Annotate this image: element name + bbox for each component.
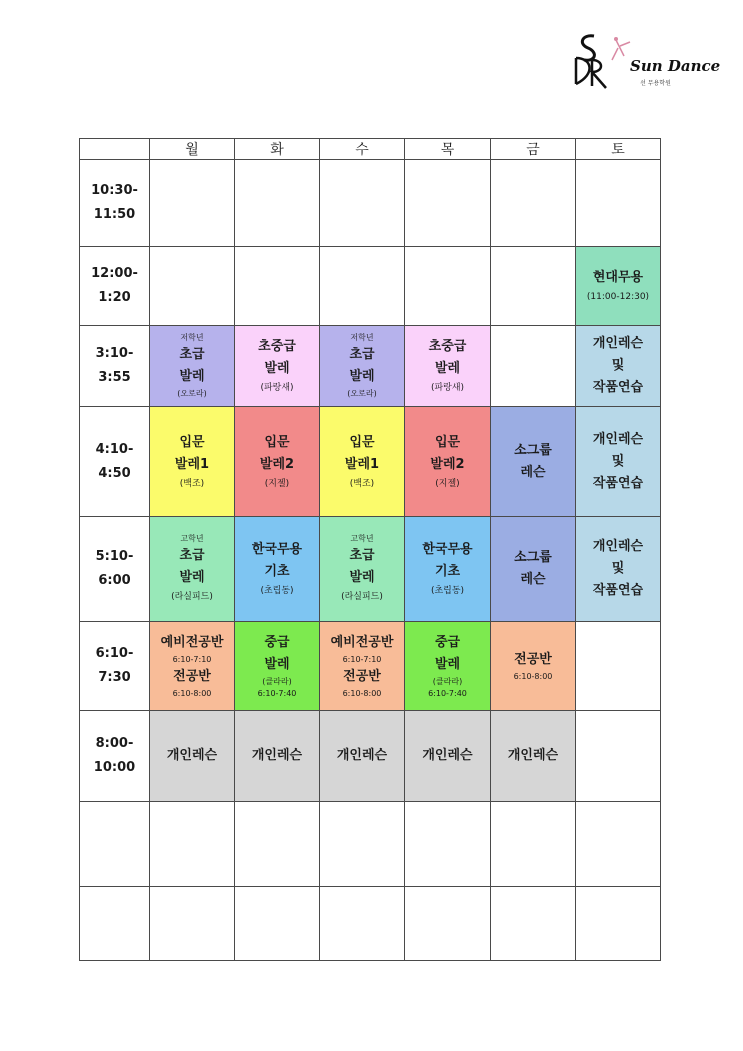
- empty-cell: [491, 887, 576, 961]
- empty-cell: [491, 160, 576, 247]
- academy-name: Sun Dance: [630, 57, 721, 75]
- empty-cell: [235, 802, 320, 887]
- time-slot: 8:00- 10:00: [80, 711, 150, 802]
- day-header-fri: 금: [491, 139, 576, 160]
- class-cell: 저학년 초급 발레 (오로라): [320, 326, 405, 407]
- day-header-thu: 목: [405, 139, 491, 160]
- time-slot: 12:00- 1:20: [80, 247, 150, 326]
- time-slot: [80, 802, 150, 887]
- empty-cell: [235, 160, 320, 247]
- empty-cell: [235, 247, 320, 326]
- class-cell: 고학년 초급 발레 (라실피드): [320, 517, 405, 622]
- sdr-monogram-icon: [572, 30, 632, 90]
- class-cell: 저학년 초급 발레 (오로라): [150, 326, 235, 407]
- empty-cell: [405, 887, 491, 961]
- academy-logo: [572, 30, 732, 90]
- class-cell: 개인레슨 및 작품연습: [576, 517, 661, 622]
- empty-cell: [150, 160, 235, 247]
- academy-subtitle: 선 무용학원: [640, 80, 671, 87]
- empty-cell: [150, 802, 235, 887]
- class-cell: 개인레슨: [405, 711, 491, 802]
- empty-cell: [405, 802, 491, 887]
- empty-cell: [576, 802, 661, 887]
- class-cell: 개인레슨 및 작품연습: [576, 326, 661, 407]
- day-header-sat: 토: [576, 139, 661, 160]
- day-header-wed: 수: [320, 139, 405, 160]
- class-cell: 소그룹 레슨: [491, 517, 576, 622]
- corner-cell: [80, 139, 150, 160]
- empty-cell: [576, 622, 661, 711]
- empty-cell: [150, 247, 235, 326]
- class-cell: 전공반 6:10-8:00: [491, 622, 576, 711]
- class-cell: 중급 발레 (클라라) 6:10-7:40: [405, 622, 491, 711]
- class-cell: 개인레슨: [320, 711, 405, 802]
- time-slot: 3:10- 3:55: [80, 326, 150, 407]
- class-cell: 소그룹 레슨: [491, 407, 576, 517]
- class-cell-modern-dance: 현대무용 (11:00-12:30): [576, 247, 661, 326]
- empty-cell: [576, 711, 661, 802]
- day-header-mon: 월: [150, 139, 235, 160]
- class-cell: 초중급 발레 (파랑새): [235, 326, 320, 407]
- time-slot: 4:10- 4:50: [80, 407, 150, 517]
- empty-cell: [405, 247, 491, 326]
- empty-cell: [405, 160, 491, 247]
- class-cell: 개인레슨: [150, 711, 235, 802]
- class-cell: 예비전공반 6:10-7:10 전공반 6:10-8:00: [320, 622, 405, 711]
- time-slot: [80, 887, 150, 961]
- class-cell: 개인레슨 및 작품연습: [576, 407, 661, 517]
- class-cell: 중급 발레 (클라라) 6:10-7:40: [235, 622, 320, 711]
- empty-cell: [320, 887, 405, 961]
- class-cell: 개인레슨: [491, 711, 576, 802]
- class-cell: 한국무용 기초 (초립동): [405, 517, 491, 622]
- empty-cell: [576, 160, 661, 247]
- class-cell: 입문 발레1 (백조): [150, 407, 235, 517]
- class-timetable: [79, 138, 661, 961]
- day-header-tue: 화: [235, 139, 320, 160]
- empty-cell: [320, 247, 405, 326]
- empty-cell: [491, 802, 576, 887]
- time-slot: 5:10- 6:00: [80, 517, 150, 622]
- empty-cell: [320, 160, 405, 247]
- class-cell: 입문 발레2 (지젤): [405, 407, 491, 517]
- time-slot: 6:10- 7:30: [80, 622, 150, 711]
- empty-cell: [235, 887, 320, 961]
- empty-cell: [491, 326, 576, 407]
- class-cell: 한국무용 기초 (초립동): [235, 517, 320, 622]
- empty-cell: [320, 802, 405, 887]
- class-cell: 예비전공반 6:10-7:10 전공반 6:10-8:00: [150, 622, 235, 711]
- class-cell: 입문 발레2 (지젤): [235, 407, 320, 517]
- class-cell: 개인레슨: [235, 711, 320, 802]
- empty-cell: [150, 887, 235, 961]
- class-cell: 고학년 초급 발레 (라실피드): [150, 517, 235, 622]
- empty-cell: [576, 887, 661, 961]
- class-cell: 초중급 발레 (파랑새): [405, 326, 491, 407]
- time-slot: 10:30- 11:50: [80, 160, 150, 247]
- class-cell: 입문 발레1 (백조): [320, 407, 405, 517]
- empty-cell: [491, 247, 576, 326]
